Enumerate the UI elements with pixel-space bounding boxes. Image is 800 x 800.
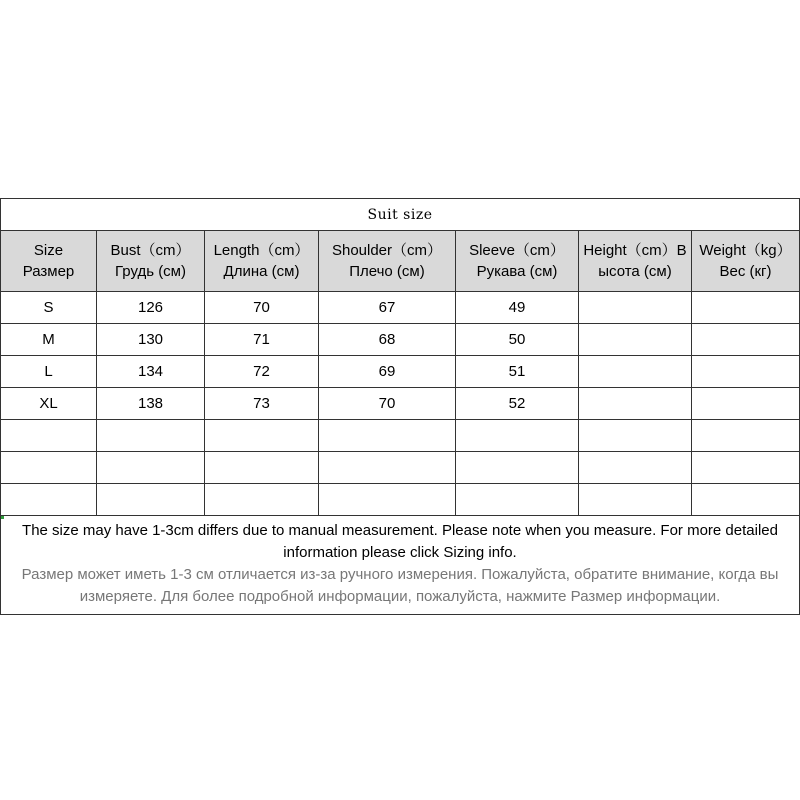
table-cell: 68 bbox=[319, 324, 456, 356]
measurement-note bbox=[1, 516, 800, 615]
header-weight: Weight（kg） Вес (кг) bbox=[692, 231, 800, 292]
table-row bbox=[1, 356, 800, 388]
table-cell bbox=[97, 420, 205, 452]
table-cell bbox=[692, 292, 800, 324]
table-cell bbox=[319, 484, 456, 516]
table-cell bbox=[1, 420, 97, 452]
table-cell bbox=[205, 420, 319, 452]
table-cell bbox=[456, 452, 579, 484]
table-row bbox=[1, 388, 800, 420]
table-title: Suit size bbox=[1, 199, 800, 231]
table-cell bbox=[319, 452, 456, 484]
table-cell bbox=[579, 484, 692, 516]
table-cell bbox=[205, 452, 319, 484]
table-cell bbox=[692, 388, 800, 420]
table-cell: 73 bbox=[205, 388, 319, 420]
table-cell bbox=[692, 484, 800, 516]
table-cell bbox=[456, 420, 579, 452]
table-cell: XL bbox=[1, 388, 97, 420]
table-cell bbox=[1, 484, 97, 516]
table-cell bbox=[579, 420, 692, 452]
table-cell bbox=[579, 324, 692, 356]
table-cell: 70 bbox=[319, 388, 456, 420]
header-row bbox=[1, 231, 800, 292]
table-cell bbox=[692, 324, 800, 356]
table-cell: 71 bbox=[205, 324, 319, 356]
header-bust: Bust（cm） Грудь (см) bbox=[97, 231, 205, 292]
table-cell bbox=[1, 452, 97, 484]
size-chart-table bbox=[0, 198, 800, 615]
table-cell bbox=[692, 420, 800, 452]
table-cell: M bbox=[1, 324, 97, 356]
header-shoulder: Shoulder（cm） Плечо (см) bbox=[319, 231, 456, 292]
table-cell: 138 bbox=[97, 388, 205, 420]
table-cell bbox=[97, 484, 205, 516]
table-row bbox=[1, 292, 800, 324]
table-cell bbox=[579, 388, 692, 420]
table-row bbox=[1, 420, 800, 452]
table-cell bbox=[456, 484, 579, 516]
table-cell: L bbox=[1, 356, 97, 388]
table-cell: 126 bbox=[97, 292, 205, 324]
table-cell: 69 bbox=[319, 356, 456, 388]
table-cell: 134 bbox=[97, 356, 205, 388]
table-cell: S bbox=[1, 292, 97, 324]
table-row bbox=[1, 324, 800, 356]
table-row bbox=[1, 452, 800, 484]
table-cell: 52 bbox=[456, 388, 579, 420]
header-size: Size Размер bbox=[1, 231, 97, 292]
table-cell bbox=[319, 420, 456, 452]
header-height: Height（cm）В ысота (см) bbox=[579, 231, 692, 292]
header-sleeve: Sleeve（cm） Рукава (см) bbox=[456, 231, 579, 292]
table-cell: 72 bbox=[205, 356, 319, 388]
table-cell bbox=[692, 452, 800, 484]
table-cell: 49 bbox=[456, 292, 579, 324]
table-cell bbox=[205, 484, 319, 516]
table-cell: 50 bbox=[456, 324, 579, 356]
header-length: Length（cm） Длина (см) bbox=[205, 231, 319, 292]
table-cell bbox=[579, 356, 692, 388]
table-cell bbox=[692, 356, 800, 388]
table-cell: 67 bbox=[319, 292, 456, 324]
note-russian: Размер может иметь 1-3 см отличается из-за ручного измерения. Пожалуйста, обратите внимание, когда вы измеряете. Для более подробной информации, пожалуйста, нажмите Размер информации. bbox=[21, 566, 779, 605]
note-english: The size may have 1-3cm differs due to manual measurement. Please note when you measure. For more detailed information please click Sizing info. bbox=[22, 522, 778, 561]
table-cell: 130 bbox=[97, 324, 205, 356]
table-cell: 51 bbox=[456, 356, 579, 388]
table-row bbox=[1, 484, 800, 516]
table-cell bbox=[97, 452, 205, 484]
green-marker bbox=[1, 516, 4, 519]
table-cell bbox=[579, 452, 692, 484]
table-cell: 70 bbox=[205, 292, 319, 324]
table-cell bbox=[579, 292, 692, 324]
